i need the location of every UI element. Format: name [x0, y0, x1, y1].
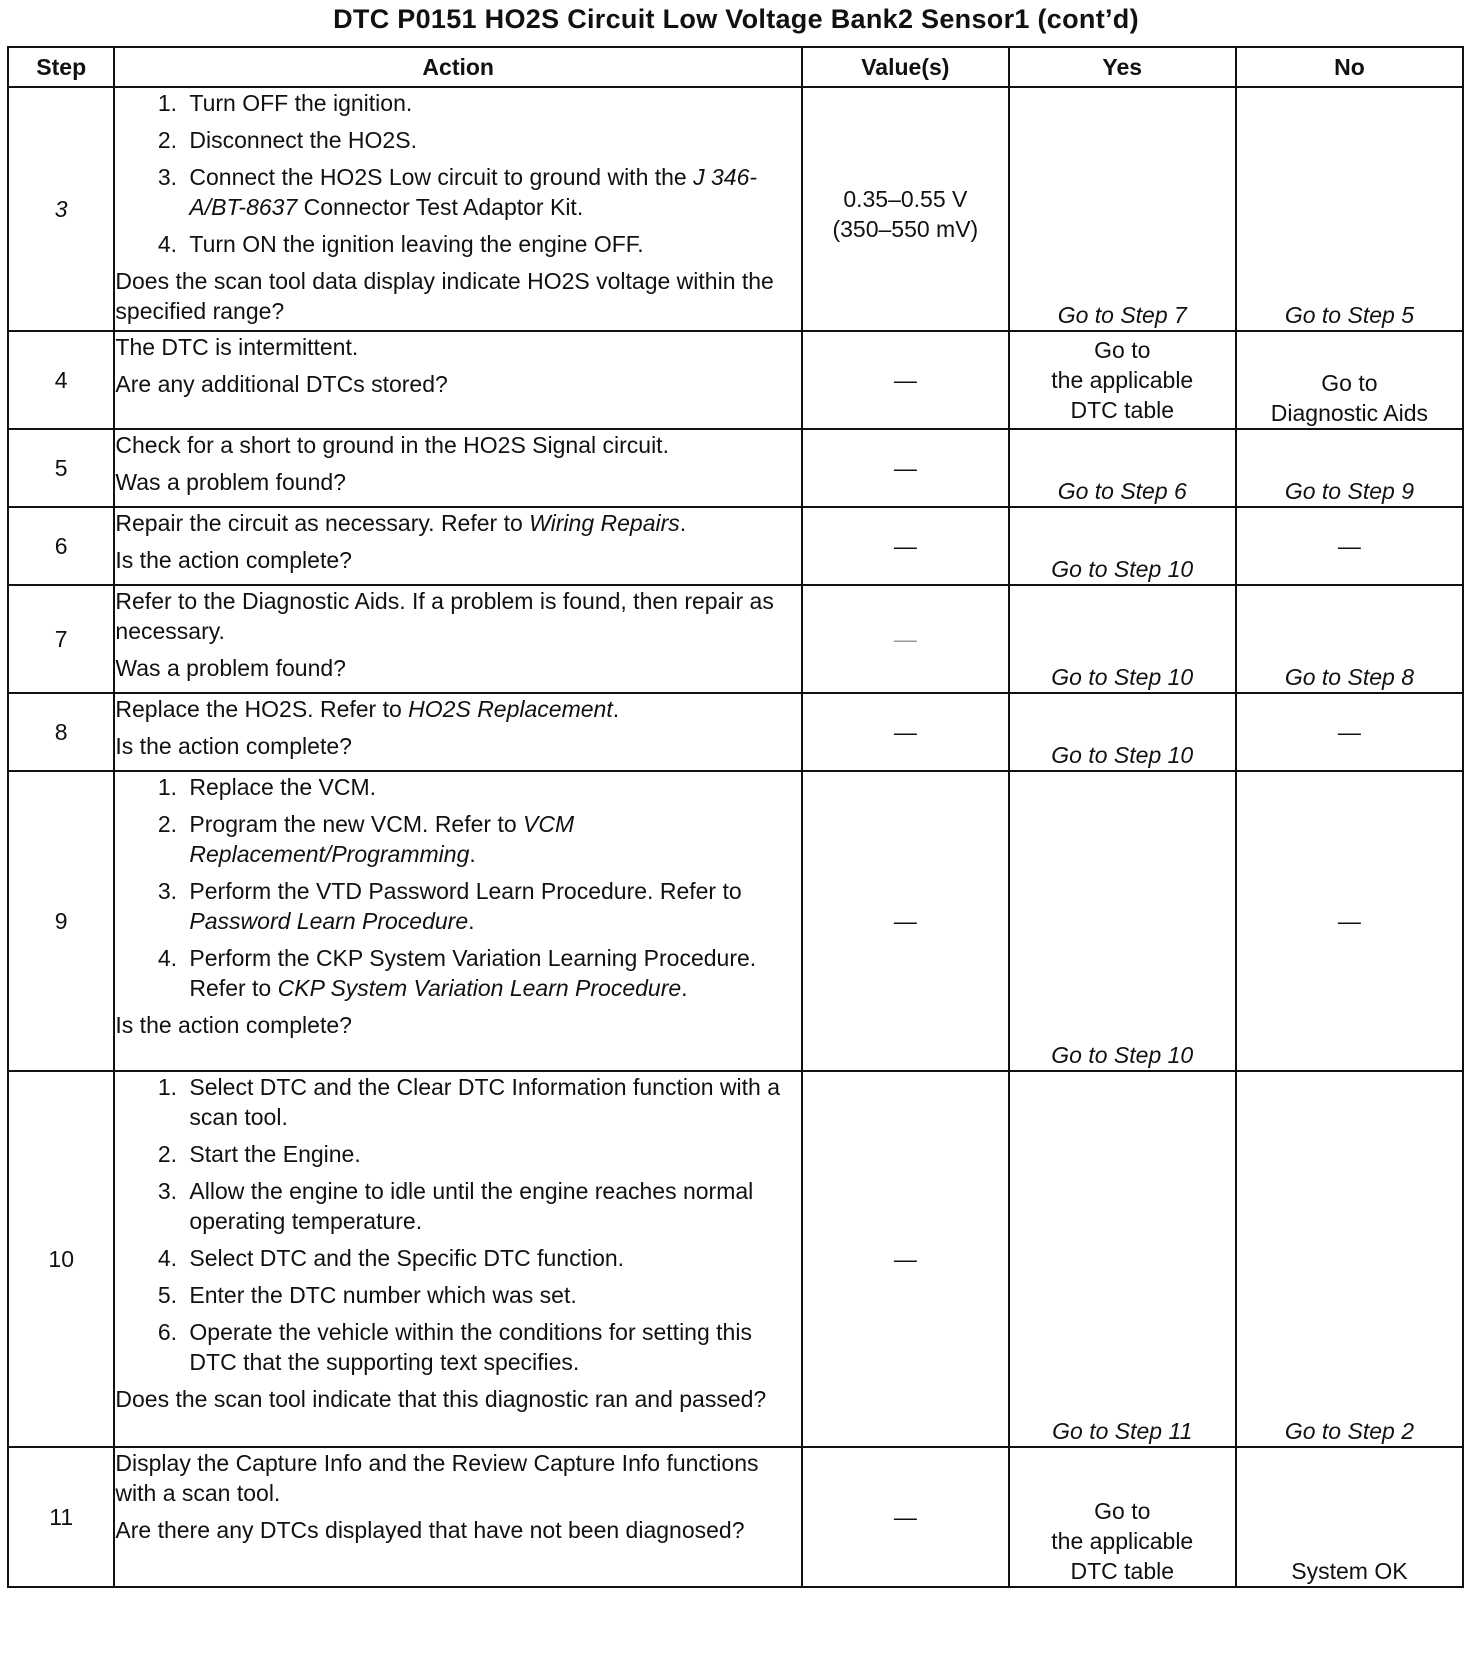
- emphasis: CKP System Variation Learn Procedure: [277, 975, 682, 1001]
- outcome-line: Diagnostic Aids: [1270, 400, 1429, 426]
- table-row: [8, 331, 1463, 429]
- text: Perform the VTD Password Learn Procedure. Refer to: [189, 878, 742, 904]
- list-item: [183, 809, 801, 869]
- action-cell: [114, 87, 802, 331]
- step-number: 9: [8, 771, 114, 1071]
- question: Was a problem found?: [115, 655, 346, 681]
- step-number: 6: [8, 507, 114, 585]
- list-item: 4. Turn ON the ignition leaving the engine OFF.: [183, 229, 801, 259]
- emphasis: HO2S Replacement: [408, 696, 613, 722]
- outcome-line: Go to: [1094, 337, 1151, 363]
- list-item: 1. Turn OFF the ignition.: [183, 88, 801, 118]
- outcome-line: DTC table: [1070, 1558, 1175, 1584]
- table-header-row: [8, 47, 1463, 87]
- value-cell: —: [802, 429, 1009, 507]
- step-number: 4: [8, 331, 114, 429]
- list-item: 6. Operate the vehicle within the conditions for setting this DTC that the supporting text specifies.: [183, 1317, 801, 1377]
- value-cell: —: [802, 771, 1009, 1071]
- yes-cell: Go to Step 10: [1009, 771, 1236, 1071]
- text: Perform the CKP System Variation Learning Procedure. Refer to: [189, 945, 757, 1001]
- question: Is the action complete?: [115, 1012, 352, 1038]
- emphasis: Wiring Repairs: [529, 510, 680, 536]
- yes-cell: Go to Step 7: [1009, 87, 1236, 331]
- step-number: 7: [8, 585, 114, 693]
- no-cell: —: [1236, 771, 1463, 1071]
- text: Program the new VCM. Refer to: [189, 811, 524, 837]
- no-cell: Go to Step 5: [1236, 87, 1463, 331]
- outcome-line: the applicable: [1051, 1528, 1194, 1554]
- paragraph: [115, 508, 801, 538]
- action-list: [115, 772, 801, 1003]
- no-cell: —: [1236, 507, 1463, 585]
- outcome-line: Go to: [1321, 370, 1378, 396]
- page-title: DTC P0151 HO2S Circuit Low Voltage Bank2 Sensor1 (cont’d): [333, 4, 1139, 34]
- action-list: [115, 1072, 801, 1377]
- table-row: [8, 87, 1463, 331]
- text: Connector Test Adaptor Kit.: [297, 194, 584, 220]
- yes-cell: [1009, 1447, 1236, 1587]
- yes-cell: Go to Step 10: [1009, 693, 1236, 771]
- table-row: [8, 771, 1463, 1071]
- value-cell: [802, 87, 1009, 331]
- value-cell: —: [802, 331, 1009, 429]
- action-cell: [114, 585, 802, 693]
- yes-cell: Go to Step 10: [1009, 585, 1236, 693]
- value-line: (350–550 mV): [832, 216, 979, 242]
- text: .: [469, 841, 476, 867]
- action-cell: [114, 1071, 802, 1447]
- text: Repair the circuit as necessary. Refer to: [115, 510, 530, 536]
- question: Are any additional DTCs stored?: [115, 371, 448, 397]
- step-number: 10: [8, 1071, 114, 1447]
- header-step: Step: [8, 47, 114, 87]
- list-item: 1. Select DTC and the Clear DTC Information function with a scan tool.: [183, 1072, 801, 1132]
- action-cell: [114, 771, 802, 1071]
- paragraph: The DTC is intermittent.: [115, 334, 359, 360]
- value-cell: —: [802, 693, 1009, 771]
- text: .: [679, 510, 687, 536]
- text: .: [468, 908, 475, 934]
- list-item: 2. Start the Engine.: [183, 1139, 801, 1169]
- question: Is the action complete?: [115, 547, 352, 573]
- list-item: 3. Allow the engine to idle until the engine reaches normal operating temperature.: [183, 1176, 801, 1236]
- emphasis: Password Learn Procedure: [189, 908, 469, 934]
- outcome-line: Go to: [1094, 1498, 1151, 1524]
- list-item: [183, 876, 801, 936]
- action-list: [115, 88, 801, 259]
- action-cell: [114, 1447, 802, 1587]
- no-cell: Go to Step 8: [1236, 585, 1463, 693]
- table-row: [8, 693, 1463, 771]
- text: .: [612, 696, 620, 722]
- question: Does the scan tool indicate that this diagnostic ran and passed?: [115, 1386, 767, 1412]
- no-cell: System OK: [1236, 1447, 1463, 1587]
- emphasis: J 346-A/BT-8637: [189, 164, 758, 220]
- no-cell: Go to Step 2: [1236, 1071, 1463, 1447]
- paragraph: Check for a short to ground in the HO2S Signal circuit.: [115, 432, 669, 458]
- list-item: [183, 162, 801, 222]
- step-number: 8: [8, 693, 114, 771]
- question: Does the scan tool data display indicate HO2S voltage within the specified range?: [115, 268, 774, 324]
- no-cell: Go to Step 9: [1236, 429, 1463, 507]
- header-action: Action: [114, 47, 802, 87]
- action-cell: [114, 331, 802, 429]
- table-row: [8, 1447, 1463, 1587]
- action-cell: [114, 429, 802, 507]
- value-cell: —: [802, 1447, 1009, 1587]
- paragraph: Refer to the Diagnostic Aids. If a problem is found, then repair as necessary.: [115, 588, 774, 644]
- yes-cell: [1009, 331, 1236, 429]
- yes-cell: Go to Step 6: [1009, 429, 1236, 507]
- question: Are there any DTCs displayed that have not been diagnosed?: [115, 1517, 745, 1543]
- value-cell: —: [802, 1071, 1009, 1447]
- value-line: 0.35–0.55 V: [843, 186, 968, 212]
- outcome-line: DTC table: [1070, 397, 1175, 423]
- step-number: 5: [8, 429, 114, 507]
- yes-cell: Go to Step 11: [1009, 1071, 1236, 1447]
- step-number: 11: [8, 1447, 114, 1587]
- table-row: [8, 429, 1463, 507]
- table-row: [8, 507, 1463, 585]
- table-row: [8, 1071, 1463, 1447]
- paragraph: Display the Capture Info and the Review Capture Info functions with a scan tool.: [115, 1450, 759, 1506]
- emphasis: VCM Replacement/Programming: [189, 811, 575, 867]
- text: .: [681, 975, 688, 1001]
- yes-cell: Go to Step 10: [1009, 507, 1236, 585]
- question: Was a problem found?: [115, 469, 346, 495]
- text: Connect the HO2S Low circuit to ground with the: [189, 164, 694, 190]
- text: Replace the HO2S. Refer to: [115, 696, 409, 722]
- list-item: 2. Disconnect the HO2S.: [183, 125, 801, 155]
- outcome-line: the applicable: [1051, 367, 1194, 393]
- list-item: [183, 943, 801, 1003]
- table-row: [8, 585, 1463, 693]
- diagnostic-table: [7, 46, 1464, 1588]
- step-number: 3: [8, 87, 114, 331]
- header-values: Value(s): [802, 47, 1009, 87]
- value-cell: —: [802, 507, 1009, 585]
- action-cell: [114, 693, 802, 771]
- paragraph: [115, 694, 801, 724]
- question: Is the action complete?: [115, 733, 352, 759]
- no-cell: [1236, 331, 1463, 429]
- value-cell: —: [802, 585, 1009, 693]
- action-cell: [114, 507, 802, 585]
- list-item: 1. Replace the VCM.: [183, 772, 801, 802]
- list-item: 4. Select DTC and the Specific DTC function.: [183, 1243, 801, 1273]
- list-item: 5. Enter the DTC number which was set.: [183, 1280, 801, 1310]
- header-yes: Yes: [1009, 47, 1236, 87]
- no-cell: —: [1236, 693, 1463, 771]
- header-no: No: [1236, 47, 1463, 87]
